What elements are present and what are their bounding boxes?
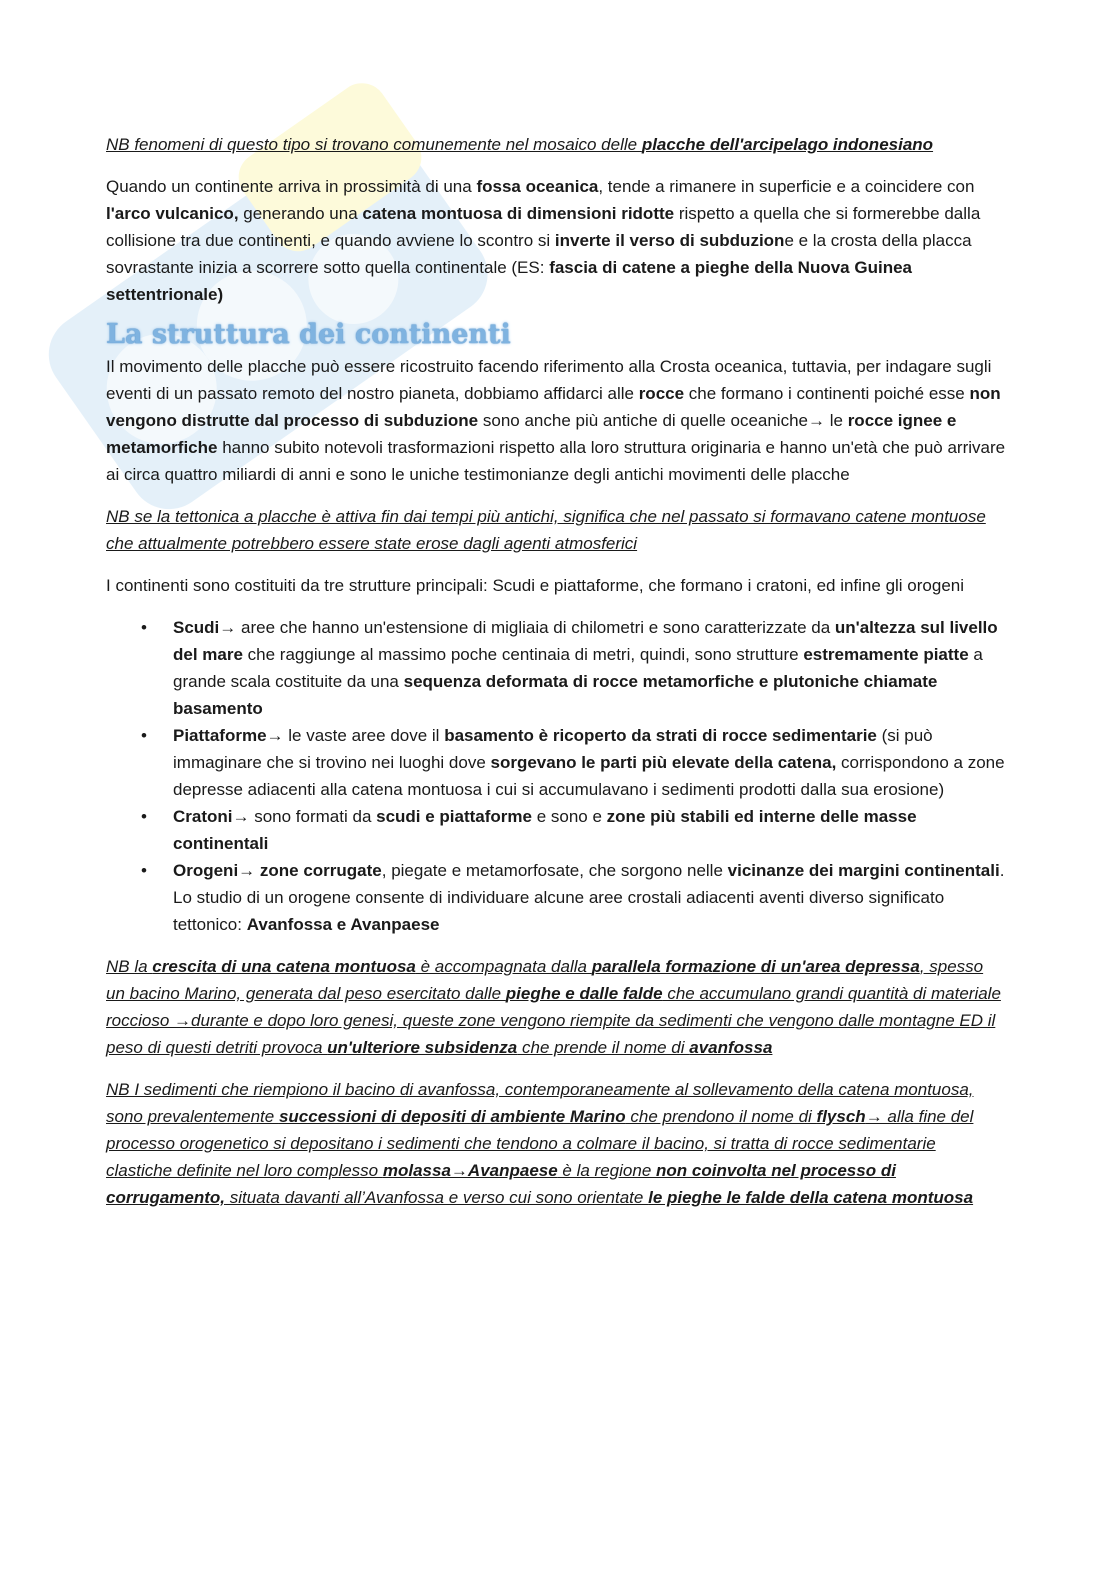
text-run: NB la [106,957,153,976]
text-run: hanno subito notevoli trasformazioni rispetto alla loro struttura originaria e hanno un'età che può arrivare ai circa quattro miliardi di anni e sono le uniche testimonianze degli antichi movimenti delle placche [106,438,1006,484]
text-run: Quando un continente arriva in prossimità di una [106,177,477,196]
text-run: sono formati da [249,807,377,826]
list-item [173,803,1006,857]
bold-text-run: un'altezza sul livello del mare [173,618,998,664]
bold-text-run: basamento è ricoperto da strati di rocce sedimentarie [444,726,877,745]
section-heading [106,317,1006,353]
bold-text-run: non vengono distrutte dal processo di subduzione [106,384,1001,430]
bold-text-run: parallela formazione di un'area depressa [591,957,920,976]
text-run: . Lo studio di un orogene consente di individuare alcune aree crostali adiacenti aventi diverso significato tettonico: [173,861,1005,934]
bold-text-run: estremamente piatte [803,645,969,664]
bold-text-run: zone più stabili ed interne delle masse continentali [173,807,917,853]
text-run: La struttura dei continenti [106,319,511,350]
text-run: che formano i continenti poiché esse [684,384,970,403]
bold-text-run: scudi e piattaforme [376,807,532,826]
bold-text-run: Piattaforme→ [173,726,284,745]
text-run: Il movimento delle placche può essere ricostruito facendo riferimento alla Crosta oceanica, tuttavia, per indagare sugli eventi di un passato remoto del nostro pianeta, dobbiamo affidarci alle [106,357,992,403]
text-run: NB fenomeni di questo tipo si trovano comunemente nel mosaico delle [106,135,642,154]
bold-text-run: rocce ignee e metamorfiche [106,411,957,457]
text-run: che prende il nome di [517,1038,690,1057]
text-run: , tende a rimanere in superficie e a coincidere con [598,177,975,196]
bold-text-run: Scudi→ [173,618,237,637]
list-item [173,614,1006,722]
text-run: situata davanti all’Avanfossa e verso cui sono orientate [225,1188,649,1207]
bold-text-run: flysch [816,1107,866,1126]
bold-text-run: avanfossa [689,1038,773,1057]
body-paragraph [106,353,1006,488]
bullet-list [106,614,1006,938]
text-run: a grande scala costituite da una [173,645,983,691]
text-run: è accompagnata dalla [415,957,592,976]
document-body [106,131,1006,1226]
bold-text-run: placche dell'arcipelago indonesiano [641,135,934,154]
body-paragraph [106,572,1006,599]
bold-text-run: catena montuosa di dimensioni ridotte [362,204,675,223]
nb-note-paragraph [106,953,1006,1061]
bold-text-run: Avanfossa e Avanpaese [246,915,440,934]
text-run: che accumulano grandi quantità di materiale roccioso →durante e dopo loro genesi, queste zone vengono riempite da sedimenti che vengono dalle montagne ED il peso di questi detriti provoca [106,984,1001,1057]
nb-note-paragraph [106,503,1006,557]
bold-text-run: molassa→Avanpaese [382,1161,558,1180]
bold-text-run: un'ulteriore subsidenza [327,1038,518,1057]
bold-text-run: non coinvolta nel processo di corrugamento, [106,1161,896,1207]
bold-text-run: vicinanze dei margini continentali [727,861,1000,880]
bold-text-run: sorgevano le parti più elevate della catena, [490,753,837,772]
nb-note-paragraph [106,131,1006,158]
text-run: generando una [238,204,363,223]
text-run: e e la crosta della placca sovrastante inizia a scorrere sotto quella continentale (ES: [106,231,972,277]
text-run: I continenti sono costituiti da tre strutture principali: Scudi e piattaforme, che formano i cratoni, ed infine gli orogeni [106,576,965,595]
text-run: e sono e [532,807,607,826]
bold-text-run: crescita di una catena montuosa [152,957,416,976]
bold-text-run: l'arco vulcanico, [106,204,239,223]
bold-text-run: successioni di depositi di ambiente Marino [278,1107,626,1126]
bold-text-run: sequenza deformata di rocce metamorfiche e plutoniche chiamate basamento [173,672,938,718]
text-run: che raggiunge al massimo poche centinaia di metri, quindi, sono strutture [242,645,804,664]
bold-text-run: pieghe e dalle falde [505,984,663,1003]
text-run: che prendono il nome di [625,1107,817,1126]
text-run: (si può immaginare che si trovino nei luoghi dove [173,726,933,772]
text-run: NB I sedimenti che riempiono il bacino di avanfossa, contemporaneamente al sollevamento della catena montuosa, sono prevalentemente [106,1080,974,1126]
text-run: corrispondono a zone depresse adiacenti alla catena montuosa i cui si accumulavano i sedimenti prodotti dalla sua erosione) [173,753,1005,799]
text-run: sono anche più antiche di quelle oceaniche→ le [478,411,848,430]
list-item [173,857,1006,938]
list-item [173,722,1006,803]
text-run: , spesso un bacino Marino, generata dal peso esercitato dalle [106,957,984,1003]
bold-text-run: inverte il verso di subduzion [554,231,785,250]
bold-text-run: rocce [638,384,685,403]
text-run: NB se la tettonica a placche è attiva fin dai tempi più antichi, significa che nel passato si formavano catene montuose che attualmente potrebbero essere state erose dagli agenti atmosferici [106,507,986,553]
text-run: , piegate e metamorfosate, che sorgono nelle [381,861,728,880]
text-run: rispetto a quella che si formerebbe dalla collisione tra due continenti, e quando avviene lo scontro si [106,204,981,250]
bold-text-run: Orogeni→ zone corrugate [173,861,382,880]
body-paragraph [106,173,1006,308]
bold-text-run: le pieghe le falde della catena montuosa [648,1188,974,1207]
text-run: aree che hanno un'estensione di migliaia di chilometri e sono caratterizzate da [236,618,835,637]
nb-note-paragraph [106,1076,1006,1211]
text-run: è la regione [557,1161,656,1180]
bold-text-run: fossa oceanica [476,177,599,196]
text-run: → alla fine del processo orogenetico si depositano i sedimenti che tendono a colmare il bacino, si tratta di rocce sedimentarie clastiche definite nel loro complesso [106,1107,974,1180]
bold-text-run: fascia di catene a pieghe della Nuova Guinea settentrionale) [106,258,912,304]
bold-text-run: Cratoni→ [173,807,250,826]
text-run: le vaste aree dove il [283,726,445,745]
